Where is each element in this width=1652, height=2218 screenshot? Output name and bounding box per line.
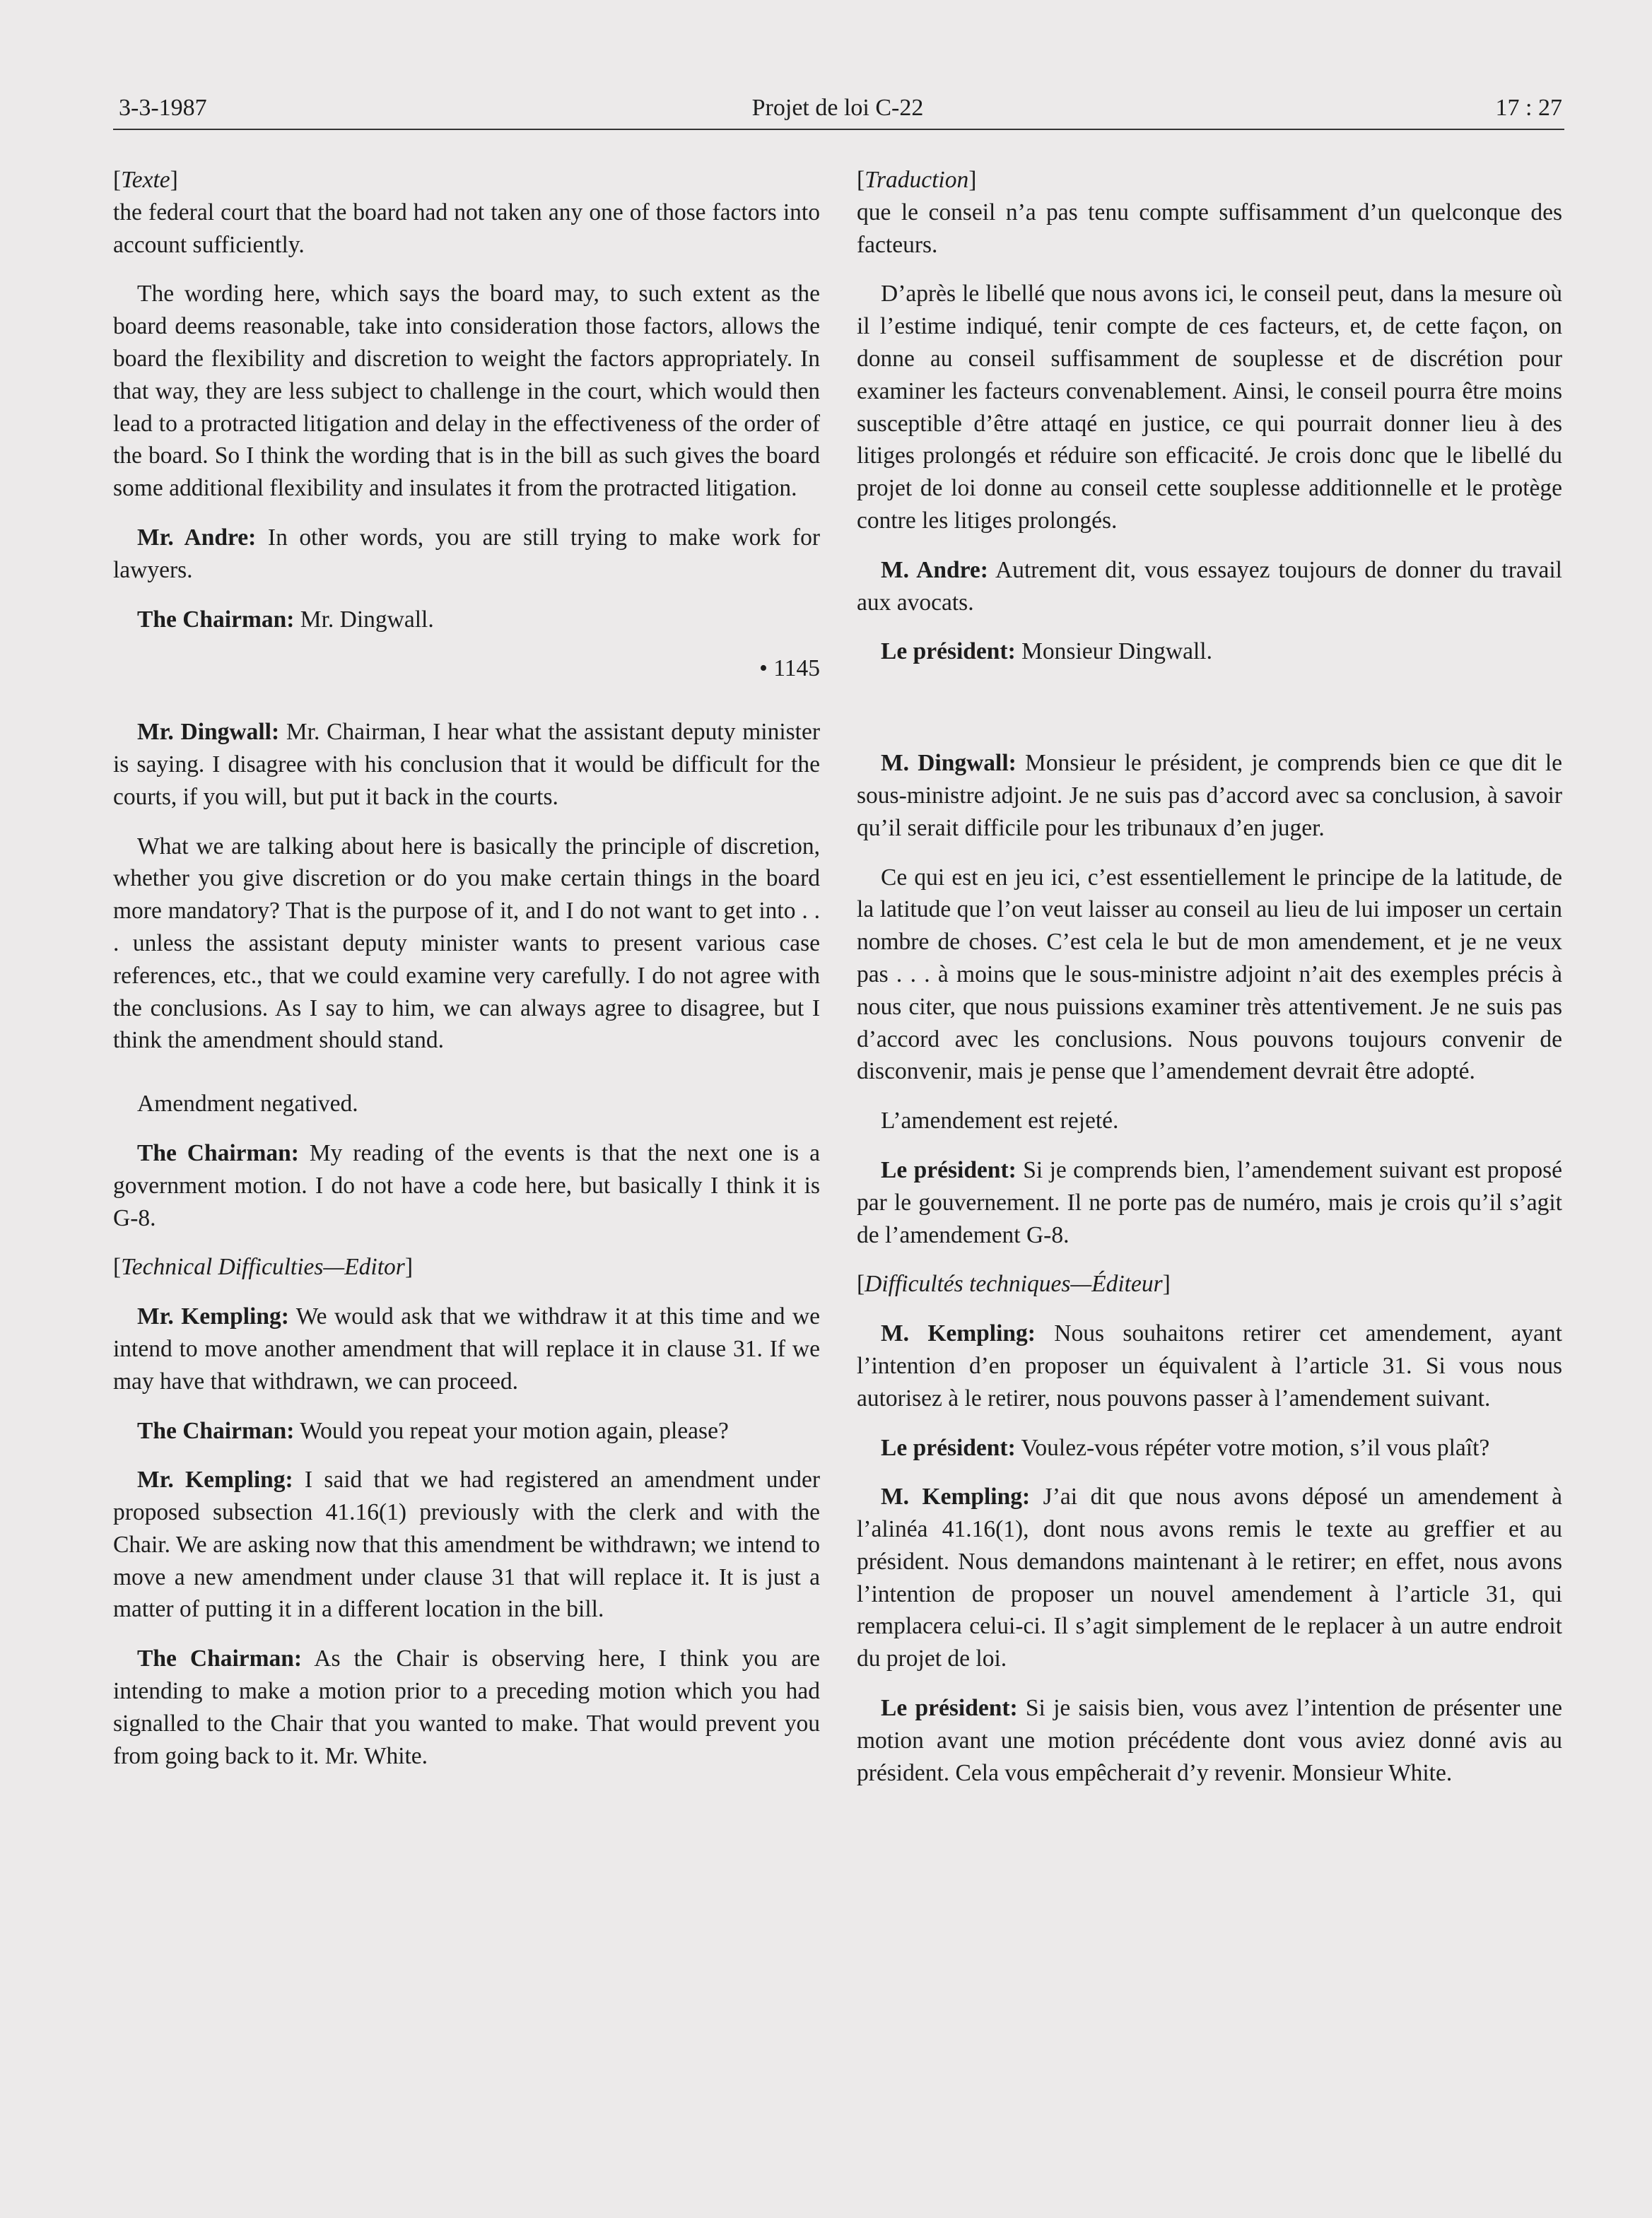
speech-chairman-4: Le président: Si je saisis bien, vous avez l’intention de présenter une motion avant une motion précédente dont vous aviez donné avis au président. Cela vous empêcherait d’y revenir. Monsieur White. bbox=[857, 1695, 1562, 1786]
speech-kempling-1: M. Kempling: Nous souhaitons retirer cet amendement, ayant l’intention d’en proposer un équivalent à l’article 31. Si vous nous autorisez à le retirer, nous pouvons passer à l’amendement suivant. bbox=[857, 1320, 1562, 1412]
speech-chairman-3: Le président: Voulez-vous répéter votre motion, s’il vous plaît? bbox=[881, 1434, 1490, 1461]
paragraph-continuation: que le conseil n’a pas tenu compte suffisamment d’un quelconque des facteurs. bbox=[857, 199, 1562, 258]
speaker-name: Le président: bbox=[881, 1434, 1016, 1461]
speech-chairman-1: Le président: Monsieur Dingwall. bbox=[881, 638, 1212, 665]
speech-kempling-1: Mr. Kempling: We would ask that we withdraw it at this time and we intend to move another amendment that will replace it in clause 31. If we may have that withdrawn, we can proceed. bbox=[113, 1303, 821, 1395]
paragraph-dingwall-continued: Ce qui est en jeu ici, c’est essentiellement le principe de la latitude, de la latitude que l’on veut laisser au conseil au lieu de lui imposer un certain nombre de choses. C’est cela le but de mon amendement, et je ne veux pas . . . à moins que le sous-ministre adjoint n’ait des exemples précis à nous citer, que nous puissions examiner très attentivement. Je ne suis pas d’accord avec les conclusions. Nous pouvons toujours convenir de disconvenir, mais je pense que l’amendement devrait être adopté. bbox=[857, 864, 1562, 1085]
column-french bbox=[857, 164, 1562, 1789]
speaker-name: M. Andre: bbox=[881, 556, 988, 583]
speaker-name: Mr. Kempling: bbox=[137, 1467, 293, 1494]
header-page-number: 17 : 27 bbox=[1495, 95, 1562, 121]
speech-chairman-1: The Chairman: Mr. Dingwall. bbox=[137, 606, 434, 633]
speaker-name: M. Kempling: bbox=[881, 1320, 1036, 1347]
column-label-traduction: [Traduction] bbox=[857, 167, 977, 193]
column-english bbox=[113, 164, 820, 1772]
speech-dingwall: M. Dingwall: Monsieur le président, je comprends bien ce que dit le sous-ministre adjoint. Je ne suis pas d’accord avec sa conclusion, à savoir qu’il serait difficile pour les tribunaux d’en juger. bbox=[857, 750, 1562, 841]
speaker-name: Mr. Andre: bbox=[137, 524, 257, 551]
speech-andre: M. Andre: Autrement dit, vous essayez toujours de donner du travail aux avocats. bbox=[857, 556, 1562, 616]
speech-chairman-2: Le président: Si je comprends bien, l’amendement suivant est proposé par le gouvernement. Il ne porte pas de numéro, mais je crois qu’il s’agit de l’amendement G-8. bbox=[857, 1156, 1562, 1248]
technical-difficulties-note: [Technical Difficulties—Editor] bbox=[113, 1254, 413, 1281]
paragraph-continuation: the federal court that the board had not taken any one of those factors into account sufficiently. bbox=[113, 199, 820, 258]
speech-andre: Mr. Andre: In other words, you are still trying to make work for lawyers. bbox=[113, 524, 820, 583]
header-date: 3-3-1987 bbox=[119, 95, 207, 121]
amendment-negatived: L’amendement est rejeté. bbox=[881, 1108, 1119, 1134]
paragraph-dingwall-continued: What we are talking about here is basically the principle of discretion, whether you give discretion or do you make certain things in the board more mandatory? That is the purpose of it, and I do not want to get into . . . unless the assistant deputy minister wants to present various case references, etc., that we could examine very carefully. I do not agree with the conclusions. As I say to him, we can always agree to disagree, but I think the amendment should stand. bbox=[113, 833, 820, 1054]
speaker-name: The Chairman: bbox=[137, 1645, 303, 1672]
paragraph-wording: D’après le libellé que nous avons ici, le conseil peut, dans la mesure où il l’estime indiqué, tenir compte de ces facteurs, et, de cette façon, on donne au conseil suffisamment de souplesse et de discrétion pour examiner les facteurs convenablement. Ainsi, le conseil pourra être moins susceptible d’être attaqé en justice, ce qui pourrait donner lieu à des litiges prolongés et réduire son efficacité. Je crois donc que le libellé du projet de loi donne au conseil cette souplesse additionnelle et le protège contre les litiges prolongés. bbox=[857, 281, 1562, 534]
column-label-texte: [Texte] bbox=[113, 167, 178, 193]
speaker-name: M. Kempling: bbox=[881, 1484, 1031, 1510]
paragraph-wording: The wording here, which says the board may, to such extent as the board deems reasonable, take into consideration those factors, allows the board the flexibility and discretion to weight the factors appropriately. In that way, they are less subject to challenge in the court, which would then lead to a protracted litigation and delay in the effectiveness of the order of the board. So I think the wording that is in the bill as such gives the board some additional flexibility and insulates it from the protracted litigation. bbox=[113, 281, 820, 502]
time-marker: • 1145 bbox=[759, 655, 820, 682]
speaker-name: Le président: bbox=[881, 638, 1016, 665]
speaker-name: Mr. Kempling: bbox=[137, 1303, 289, 1330]
speech-chairman-2: The Chairman: My reading of the events is that the next one is a government motion. I do not have a code here, but basically I think it is G-8. bbox=[113, 1139, 820, 1231]
speaker-name: The Chairman: bbox=[137, 1139, 299, 1166]
speech-kempling-2: M. Kempling: J’ai dit que nous avons déposé un amendement à l’alinéa 41.16(1), dont nous avons remis le texte au greffier et au président. Nous demandons maintenant à le retirer; en effet, nous avons l’intention de proposer un nouvel amendement à l’article 31, qui remplacera celui-ci. Il s’agit simplement de le replacer à un autre endroit du projet de loi. bbox=[857, 1484, 1562, 1672]
header-title: Projet de loi C-22 bbox=[751, 95, 924, 121]
speaker-name: The Chairman: bbox=[137, 1417, 295, 1444]
technical-difficulties-note: [Difficultés techniques—Éditeur] bbox=[857, 1271, 1171, 1298]
page-header bbox=[113, 90, 1562, 130]
speech-chairman-4: The Chairman: As the Chair is observing here, I think you are intending to make a motion prior to a preceding motion which you had signalled to the Chair that you wanted to make. That would prevent you from going back to it. Mr. White. bbox=[113, 1645, 820, 1769]
speech-dingwall: Mr. Dingwall: Mr. Chairman, I hear what the assistant deputy minister is saying. I disagree with his conclusion that it would be difficult for the courts, if you will, but put it back in the courts. bbox=[113, 719, 820, 810]
header-rule bbox=[113, 129, 1564, 130]
speech-kempling-2: Mr. Kempling: I said that we had registered an amendment under proposed subsection 41.16(1) previously with the clerk and with the Chair. We are asking now that this amendment be withdrawn; we intend to move a new amendment under clause 31 that will replace it. It is just a matter of putting it in a different location in the bill. bbox=[113, 1467, 821, 1623]
speaker-name: The Chairman: bbox=[137, 606, 295, 633]
amendment-negatived: Amendment negatived. bbox=[137, 1091, 358, 1117]
speaker-name: Le président: bbox=[881, 1695, 1018, 1722]
speech-chairman-3: The Chairman: Would you repeat your motion again, please? bbox=[137, 1417, 729, 1444]
speaker-name: Le président: bbox=[881, 1156, 1017, 1183]
speaker-name: Mr. Dingwall: bbox=[137, 719, 280, 746]
speaker-name: M. Dingwall: bbox=[881, 750, 1017, 777]
